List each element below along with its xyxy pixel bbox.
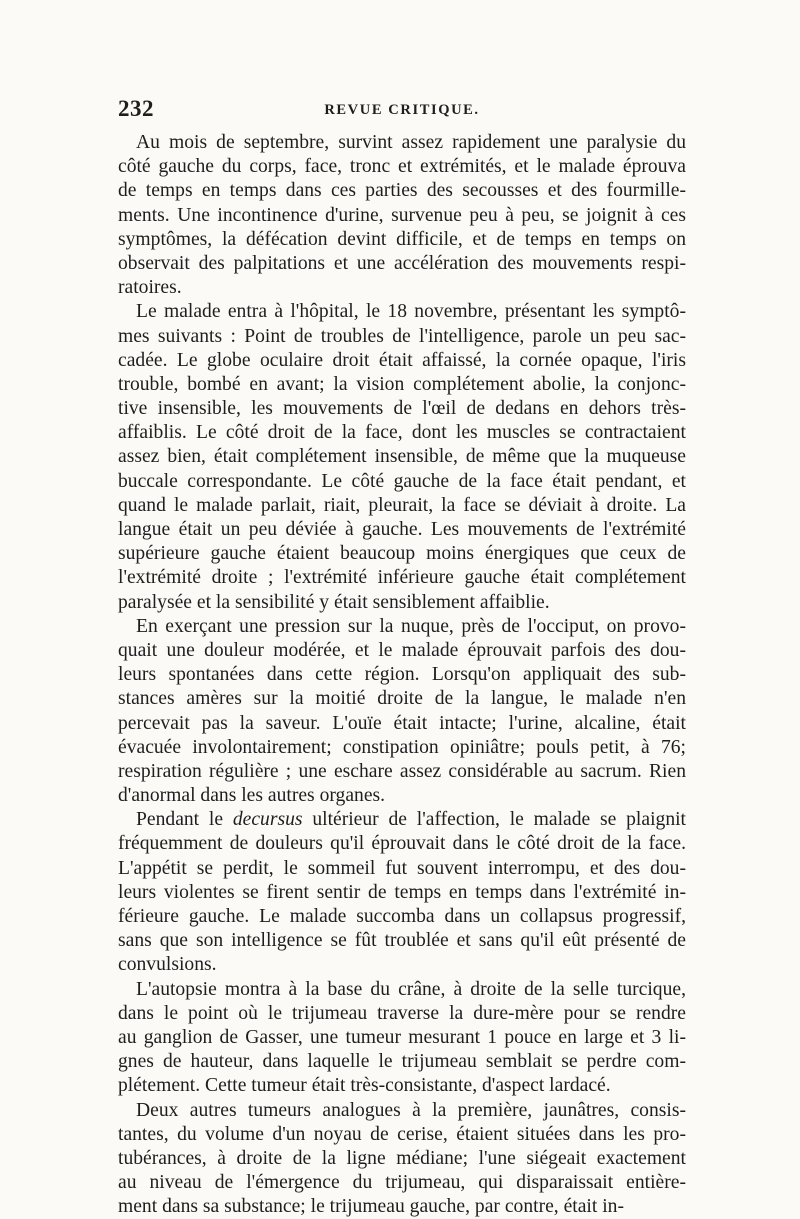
page-number: 232 xyxy=(118,96,154,122)
text-line: plétement. Cette tumeur était très-consistante, d'aspect lardacé. xyxy=(118,1074,686,1098)
text-line: dans le point où le trijumeau traverse la dure-mère pour se rendre xyxy=(118,1002,686,1026)
text-line: ment dans sa substance; le trijumeau gauche, par contre, était in- xyxy=(118,1195,686,1219)
text-line: de temps en temps dans ces parties des secousses et des fourmille- xyxy=(118,179,686,203)
text-line: quait une douleur modérée, et le malade éprouvait parfois des dou- xyxy=(118,639,686,663)
body-text xyxy=(118,131,686,1219)
text-line: sans que son intelligence se fût troublée et sans qu'il eût présenté de xyxy=(118,929,686,953)
page-header xyxy=(118,96,686,126)
text-line: tantes, du volume d'un noyau de cerise, étaient situées dans les pro- xyxy=(118,1123,686,1147)
text-line: férieure gauche. Le malade succomba dans un collapsus progressif, xyxy=(118,905,686,929)
text-line: au ganglion de Gasser, une tumeur mesurant 1 pouce en large et 3 li- xyxy=(118,1026,686,1050)
paragraph xyxy=(118,615,686,809)
text-line: symptômes, la défécation devint difficile, et de temps en temps on xyxy=(118,228,686,252)
text-line: trouble, bombé en avant; la vision complétement abolie, la conjonc- xyxy=(118,373,686,397)
italic-term: decursus xyxy=(233,809,303,830)
text-line: cadée. Le globe oculaire droit était affaissé, la cornée opaque, l'iris xyxy=(118,349,686,373)
paragraph xyxy=(118,808,686,977)
text-line: leurs spontanées dans cette région. Lorsqu'on appliquait des sub- xyxy=(118,663,686,687)
text-line: L'appétit se perdit, le sommeil fut souvent interrompu, et des dou- xyxy=(118,857,686,881)
text-line: tive insensible, les mouvements de l'œil de dedans en dehors très- xyxy=(118,397,686,421)
running-title: REVUE CRITIQUE. xyxy=(118,102,686,119)
text-line: supérieure gauche étaient beaucoup moins énergiques que ceux de xyxy=(118,542,686,566)
paragraph xyxy=(118,300,686,614)
text-line: Au mois de septembre, survint assez rapidement une paralysie du xyxy=(118,131,686,155)
text-line: fréquemment de douleurs qu'il éprouvait dans le côté droit de la face. xyxy=(118,832,686,856)
text-line: affaiblis. Le côté droit de la face, dont les muscles se contractaient xyxy=(118,421,686,445)
text-line: ratoires. xyxy=(118,276,686,300)
text-line: buccale correspondante. Le côté gauche de la face était pendant, et xyxy=(118,470,686,494)
text-line: respiration régulière ; une eschare assez considérable au sacrum. Rien xyxy=(118,760,686,784)
text-line: langue était un peu déviée à gauche. Les mouvements de l'extrémité xyxy=(118,518,686,542)
text-line: observait des palpitations et une accélération des mouvements respi- xyxy=(118,252,686,276)
text-line: L'autopsie montra à la base du crâne, à droite de la selle turcique, xyxy=(118,978,686,1002)
text-line: Le malade entra à l'hôpital, le 18 novembre, présentant les symptô- xyxy=(118,300,686,324)
text-line: d'anormal dans les autres organes. xyxy=(118,784,686,808)
text-line: Deux autres tumeurs analogues à la première, jaunâtres, consis- xyxy=(118,1099,686,1123)
text-line: l'extrémité droite ; l'extrémité inférieure gauche était complétement xyxy=(118,566,686,590)
text-line: leurs violentes se firent sentir de temps en temps dans l'extrémité in- xyxy=(118,881,686,905)
text-line: assez bien, était complétement insensible, de même que la muqueuse xyxy=(118,445,686,469)
text-line: au niveau de l'émergence du trijumeau, qui disparaissait entière- xyxy=(118,1171,686,1195)
text-line: ments. Une incontinence d'urine, survenue peu à peu, se joignit à ces xyxy=(118,204,686,228)
paragraph xyxy=(118,1099,686,1219)
text-line: mes suivants : Point de troubles de l'intelligence, parole un peu sac- xyxy=(118,325,686,349)
text-line: En exerçant une pression sur la nuque, près de l'occiput, on provo- xyxy=(118,615,686,639)
text-line: tubérances, à droite de la ligne médiane; l'une siégeait exactement xyxy=(118,1147,686,1171)
text-line: paralysée et la sensibilité y était sensiblement affaiblie. xyxy=(118,591,686,615)
text-line: Pendant le decursus ultérieur de l'affection, le malade se plaignit xyxy=(118,808,686,832)
text-line: convulsions. xyxy=(118,953,686,977)
text-line: quand le malade parlait, riait, pleurait, la face se déviait à droite. La xyxy=(118,494,686,518)
text-line: côté gauche du corps, face, tronc et extrémités, et le malade éprouva xyxy=(118,155,686,179)
text-line: évacuée involontairement; constipation opiniâtre; pouls petit, à 76; xyxy=(118,736,686,760)
text-line: stances amères sur la moitié droite de la langue, le malade n'en xyxy=(118,687,686,711)
text-line: percevait pas la saveur. L'ouïe était intacte; l'urine, alcaline, était xyxy=(118,712,686,736)
paragraph xyxy=(118,131,686,300)
paragraph xyxy=(118,978,686,1099)
text-line: gnes de hauteur, dans laquelle le trijumeau semblait se perdre com- xyxy=(118,1050,686,1074)
